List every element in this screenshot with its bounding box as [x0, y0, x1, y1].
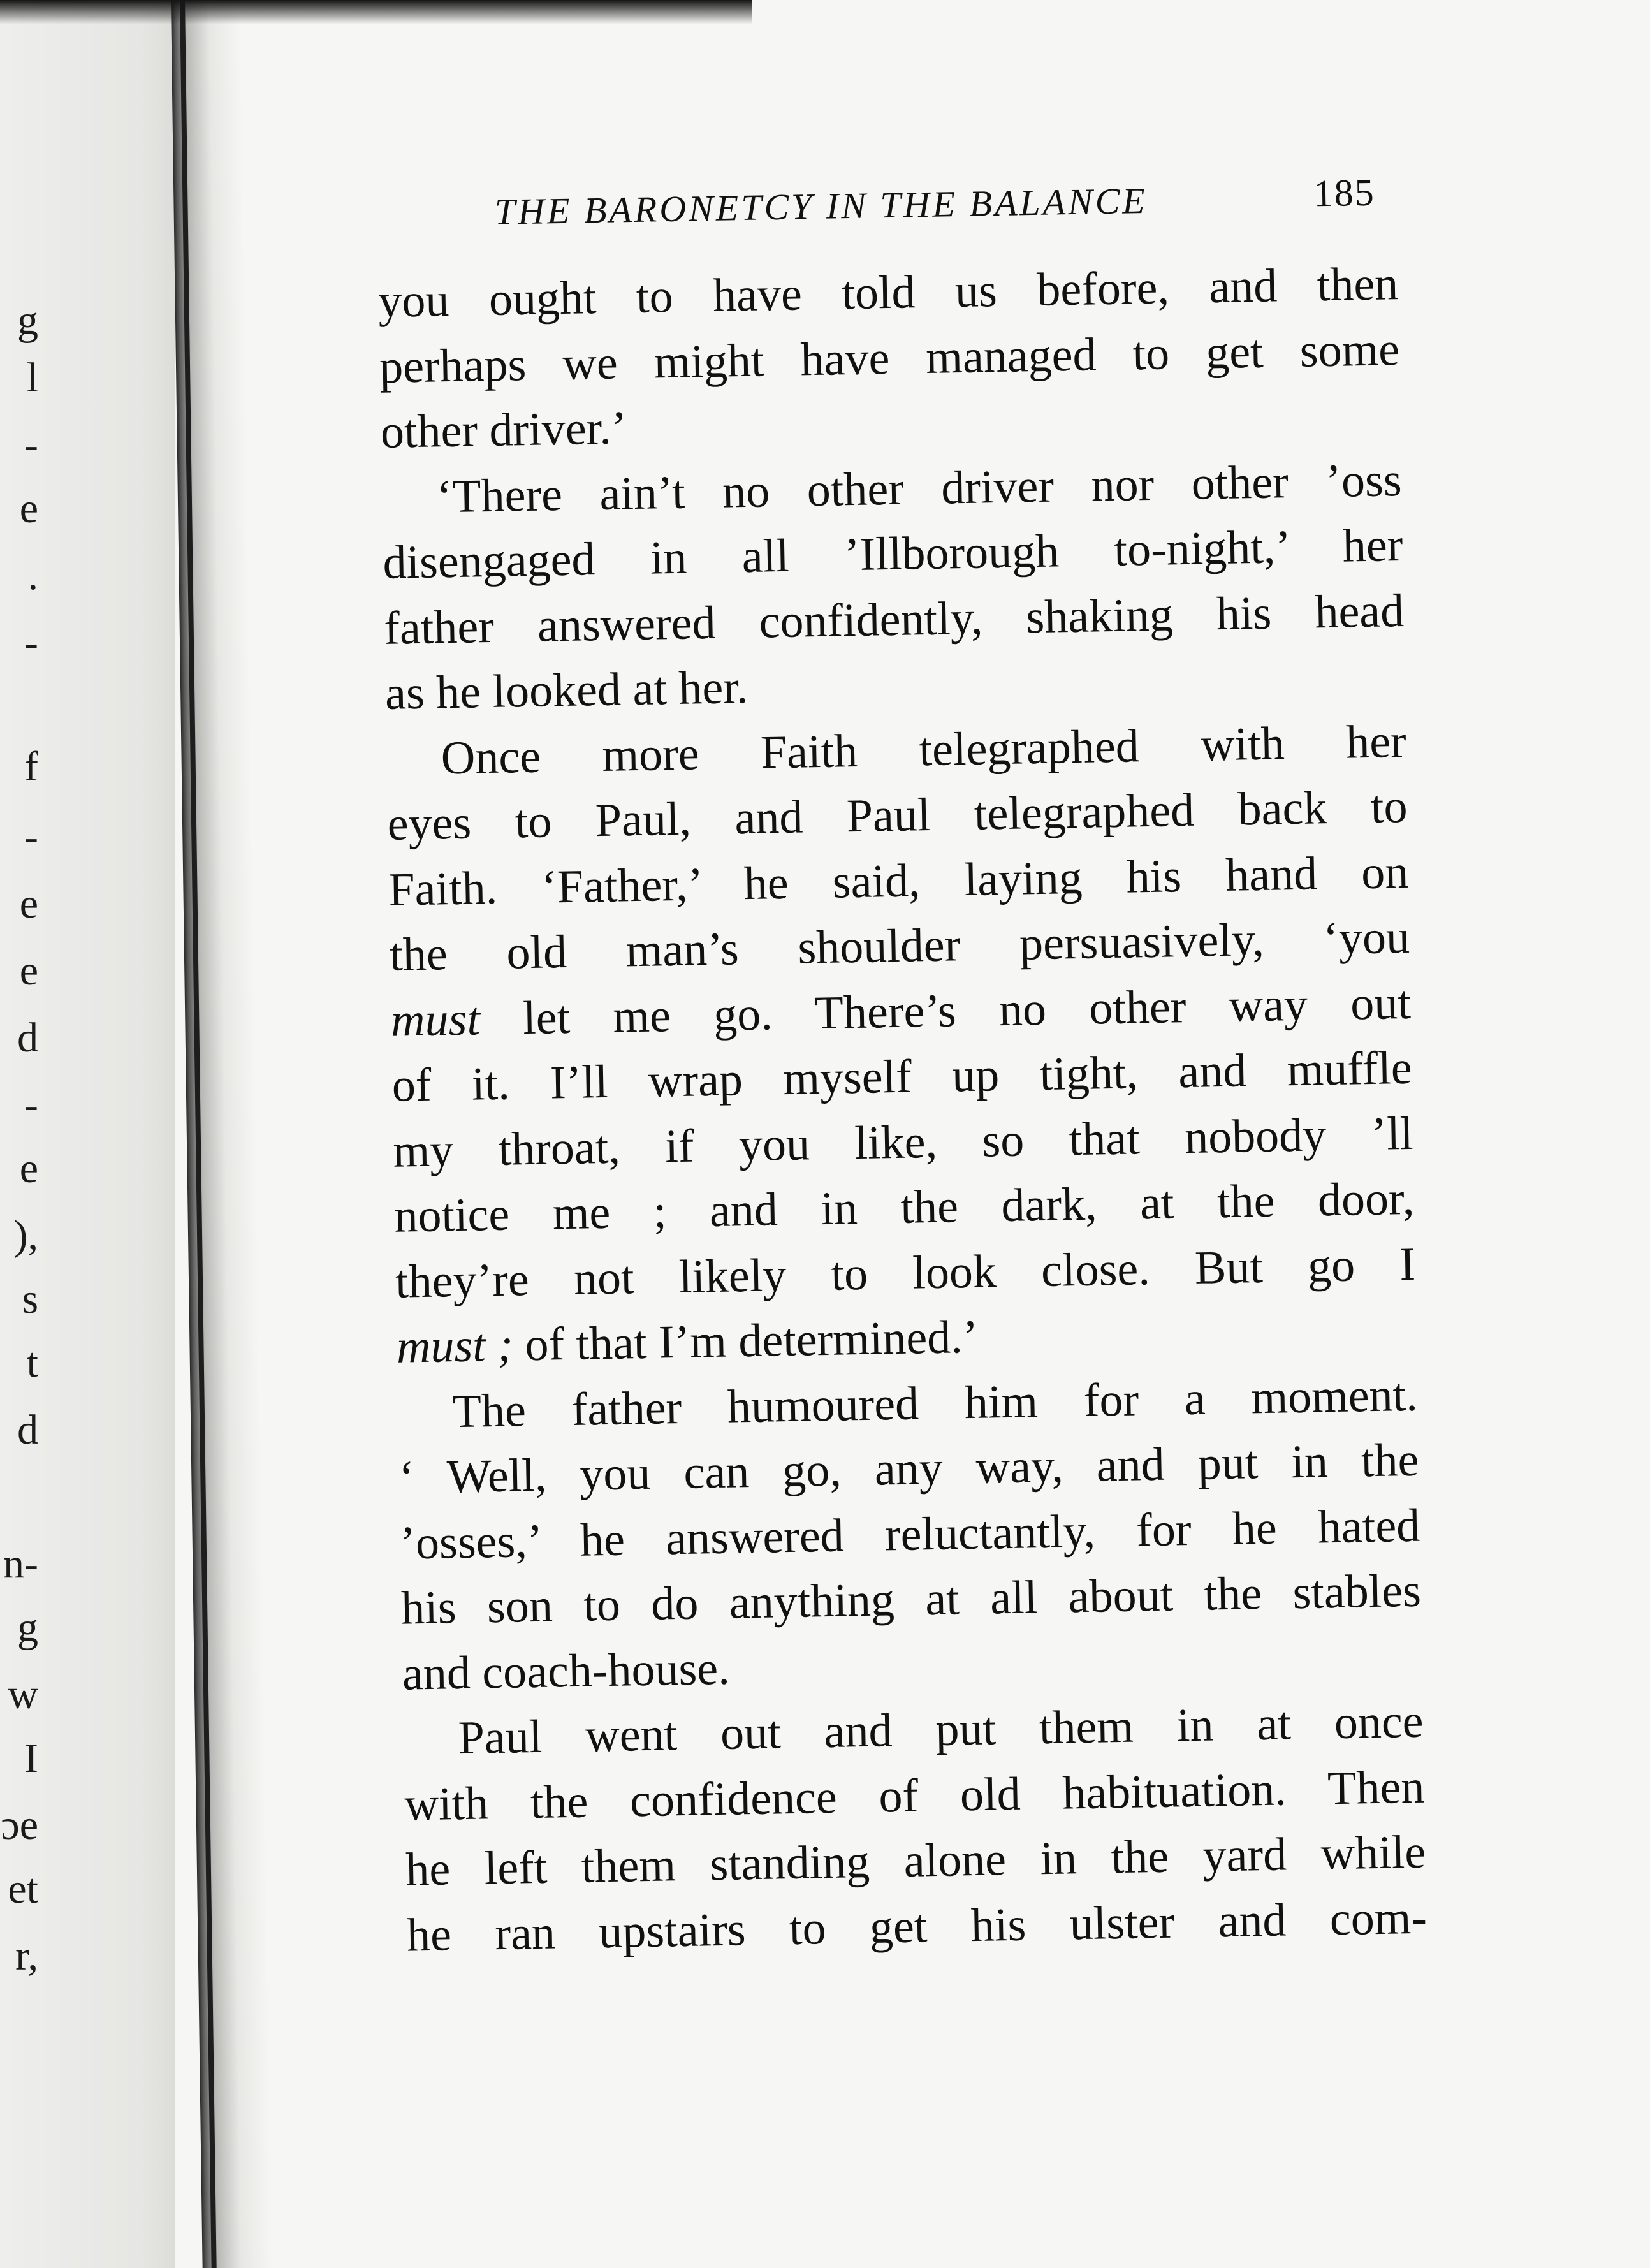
text-line: Faith. ‘Father,’ he said, laying his hand on: [388, 845, 1409, 916]
text-line: Once more Faith telegraphed with her: [441, 715, 1407, 784]
text-line: eyes to Paul, and Paul telegraphed back to: [386, 780, 1408, 851]
text-line: the old man’s shoulder persuasively, ‘you: [389, 911, 1410, 981]
text-line: perhaps we might have managed to get some: [379, 323, 1400, 393]
left-fragment: e: [19, 1145, 38, 1192]
text-line: disengaged in all ’Illborough to-night,’ her: [382, 518, 1403, 589]
left-fragment: r,: [15, 1933, 38, 1979]
left-fragment: w: [8, 1671, 38, 1718]
left-fragment: et: [8, 1866, 38, 1912]
left-fragment: e: [19, 881, 38, 927]
text-line: and coach-house.: [402, 1642, 731, 1701]
text-line: ’osses,’ he answered reluctantly, for he hated: [399, 1499, 1420, 1570]
text-run: of that I’m determined.’: [524, 1310, 979, 1372]
text-line: other driver.’: [380, 402, 627, 458]
left-fragment: e: [19, 947, 38, 994]
left-fragment: I: [24, 1735, 38, 1781]
text-line: as he looked at her.: [384, 661, 748, 720]
text-line: with the confidence of old habituation. Then: [404, 1760, 1425, 1831]
running-head: [494, 175, 1362, 242]
italic-word: must ;: [396, 1319, 514, 1373]
text-line: The father humoured him for a moment.: [452, 1368, 1419, 1438]
left-page-edge: [0, 0, 175, 2268]
text-line: of it. I’ll wrap myself up tight, and muffle: [391, 1041, 1413, 1112]
left-fragment: n-: [3, 1540, 38, 1587]
left-fragment: ),: [13, 1212, 38, 1259]
left-fragment: ɔe: [1, 1802, 38, 1848]
text-line: he left them standing alone in the yard while: [405, 1825, 1426, 1896]
left-fragment: l: [26, 355, 38, 401]
left-fragment: -: [24, 421, 38, 468]
text-line: ‘There ain’t no other driver nor other ’oss: [436, 453, 1403, 523]
left-fragment: d: [17, 1014, 38, 1061]
text-line: ‘ Well, you can go, any way, and put in the: [398, 1433, 1420, 1504]
left-page-fragments: [0, 0, 38, 2268]
text-line: notice me ; and in the dark, at the door,: [393, 1172, 1415, 1243]
page-number: 185: [1313, 171, 1376, 215]
left-fragment: f: [24, 743, 38, 790]
text-line: father answered confidently, shaking his head: [383, 584, 1405, 655]
left-fragment: e: [19, 485, 38, 532]
left-fragment: g: [17, 1604, 38, 1651]
left-fragment: -: [24, 814, 38, 860]
top-edge-shadow: [0, 0, 752, 24]
left-fragment: t: [26, 1340, 38, 1386]
running-head-title: THE BARONETCY IN THE BALANCE: [494, 179, 1148, 233]
text-line: Paul went out and put them in at once: [457, 1695, 1424, 1765]
left-fragment: .: [27, 552, 38, 599]
text-run: let me go. There’s no other way out: [522, 976, 1412, 1044]
left-fragment: -: [24, 1081, 38, 1128]
text-line: my throat, if you like, so that nobody ’ll: [392, 1107, 1414, 1178]
text-line: his son to do anything at all about the stables: [400, 1564, 1422, 1635]
text-line: you ought to have told us before, and then: [377, 258, 1399, 328]
left-fragment: s: [22, 1276, 38, 1322]
italic-word: must: [390, 992, 481, 1047]
text-line: he ran upstairs to get his ulster and com-: [406, 1891, 1427, 1962]
text-line: they’re not likely to look close. But go I: [395, 1238, 1416, 1308]
left-fragment: g: [17, 297, 38, 344]
left-fragment: d: [17, 1407, 38, 1453]
book-page: [376, 160, 1455, 2091]
body-text: [377, 251, 1427, 1968]
left-fragment: -: [24, 619, 38, 666]
